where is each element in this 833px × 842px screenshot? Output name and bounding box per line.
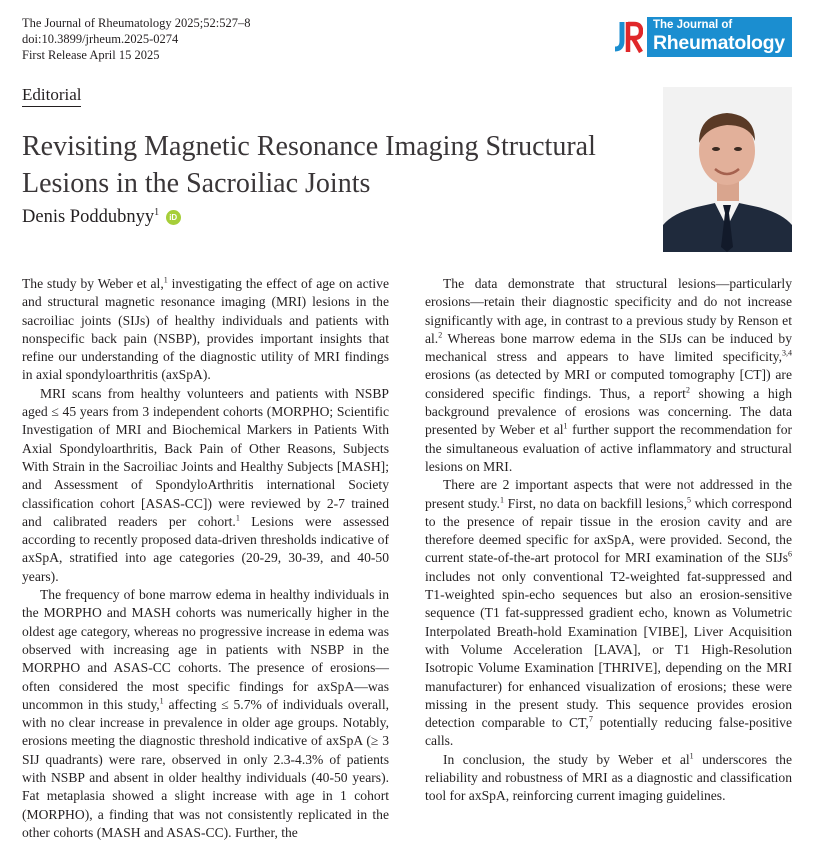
ref-link[interactable]: 1 (163, 275, 168, 285)
logo-line1: The Journal of (653, 19, 733, 31)
ref-link[interactable]: 1 (689, 751, 694, 761)
release-date: First Release April 15 2025 (22, 48, 160, 62)
section-label: Editorial (22, 85, 81, 107)
ref-link[interactable]: 7 (588, 714, 593, 724)
ref-link[interactable]: 1 (499, 495, 504, 505)
ref-link[interactable]: 2 (685, 385, 690, 395)
ref-link[interactable]: 1 (159, 696, 164, 706)
ref-link[interactable]: 1 (563, 421, 568, 431)
author-line (22, 207, 181, 228)
author-affiliation: 1 (154, 206, 160, 218)
body-column-right (425, 275, 792, 806)
ref-link[interactable]: 5 (686, 495, 691, 505)
ref-link[interactable]: 2 (438, 330, 443, 340)
logo-line2: Rheumatology (653, 32, 785, 54)
jr-logo-icon (613, 19, 643, 55)
paragraph: In conclusion, the study by Weber et $al^1$ underscores the reliability and robustness of MRI as a diagnostic and classification tool for axSpA, reinforcing current imaging guidelines. (425, 751, 793, 804)
author-name[interactable]: Denis Poddubnyy (22, 207, 155, 227)
journal-meta (22, 15, 250, 63)
paragraph: There are 2 important aspects that were not addressed in the present study.$^1$ First, no data on backfill lesions,$^5$ which correspond to the presence of repair tissue in the erosion cavity and are therefore deemed specific for axSpA, were provided. Second, the current state-of-the-art protocol for MRI examination of the SIJs$^6$ includes not only conventional T2-weighted fat-suppressed and T1-weighted spin-echo sequences but also an erosion-sensitive sequence (T1 fat-suppressed gradient echo, known as Volumetric Interpolated Breath-hold Examination [VIBE], Liver Acquisition with Volume Acceleration [LAVA], or T1 High-Resolution Isotropic Volume Examination [THRIVE], depending on the MRI manufacturer) for enhanced visualization of erosions; these were missing in the present study. This sequence provides erosion detection comparable to CT,$^7$ potentially reducing false-positive calls. (425, 477, 792, 749)
ref-link[interactable]: 1 (235, 513, 240, 523)
citation: The Journal of Rheumatology 2025;52:527–8 (22, 16, 251, 30)
article-title: Revisiting Magnetic Resonance Imaging Structural Lesions in the Sacroiliac Joints (22, 131, 596, 199)
paragraph: The data demonstrate that structural lesions—particularly erosions—retain their diagnostic specificity and do not increase significantly with age, in contrast to a previous study by Renson et al.$^2$ Whereas bone marrow edema in the SIJs can be induced by mechanical stress and appears to have limited specificity,$^{3,4}$ erosions (as detected by MRI or computed tomography [CT]) are considered specific findings. Thus, a report$^2$ showing a high background prevalence of erosions was concerning. The data presented by Weber et $al^1$ further support the recommendation for the simultaneous evaluation of active inflammatory and structural lesions on MRI. (425, 276, 793, 474)
ref-link[interactable]: 6 (788, 549, 792, 559)
paragraph: The frequency of bone marrow edema in healthy individuals in the MORPHO and MASH cohorts was numerically higher in the oldest age category, whereas no progressive increase in edema was observed with increasing age in patients with NSBP in the MORPHO and ASAS-CC cohorts. The presence of erosions—often considered the most specific findings for axSpA—was uncommon in this study,$^1$ affecting ≤ 5.7% of individuals overall, with no clear increase in prevalence in older age groups. Notably, erosions meeting the diagnostic threshold indicative of axSpA (≥ 3 SIJ quadrants) were rare, observed in only 2.3-4.3% of patients with NSBP and absent in older healthy individuals (40-50 years). Fat metaplasia showed a slight increase with age in 1 cohort (MORPHO), a finding that was not consistently replicated in the other cohorts (MASH and ASAS-CC). Further, the (22, 587, 389, 840)
doi-link[interactable]: doi:10.3899/jrheum.2025-0274 (22, 32, 179, 46)
body-column-left (22, 275, 389, 842)
journal-logo[interactable] (613, 17, 793, 57)
author-photo (663, 87, 792, 252)
logo-wordmark (647, 17, 792, 57)
paragraph: MRI scans from healthy volunteers and patients with NSBP aged ≤ 45 years from 3 independent cohorts (MORPHO; Scientific Investigation of MRI and Biochemical Markers in Patients With Axial Spondyloarthritis, Back Pain of Other Reasons, Subjects With Strain in the Sacroiliac Joints and Healthy Subjects [MASH]; and Assessment of SpondyloArthritis international Society classification cohort [ASAS-CC]) were reviewed by 2-7 trained and calibrated readers per cohort.$^1$ Lesions were assessed according to recently proposed data-driven thresholds indicative of axSpA, stratified into age categories (20-29, 30-39, and 40-50 years). (22, 385, 390, 584)
ref-link[interactable]: 3,4 (782, 348, 792, 358)
orcid-icon[interactable]: iD (166, 210, 181, 225)
paragraph: The study by Weber et al,$^1$ investigating the effect of age on active and structural magnetic resonance imaging (MRI) lesions in the sacroiliac joints (SIJs) of healthy individuals and patients with nonspecific back pain (NSBP), provides important insights that refine our understanding of the diagnostic utility of MRI findings in axial spondyloarthritis (axSpA). (22, 275, 389, 383)
